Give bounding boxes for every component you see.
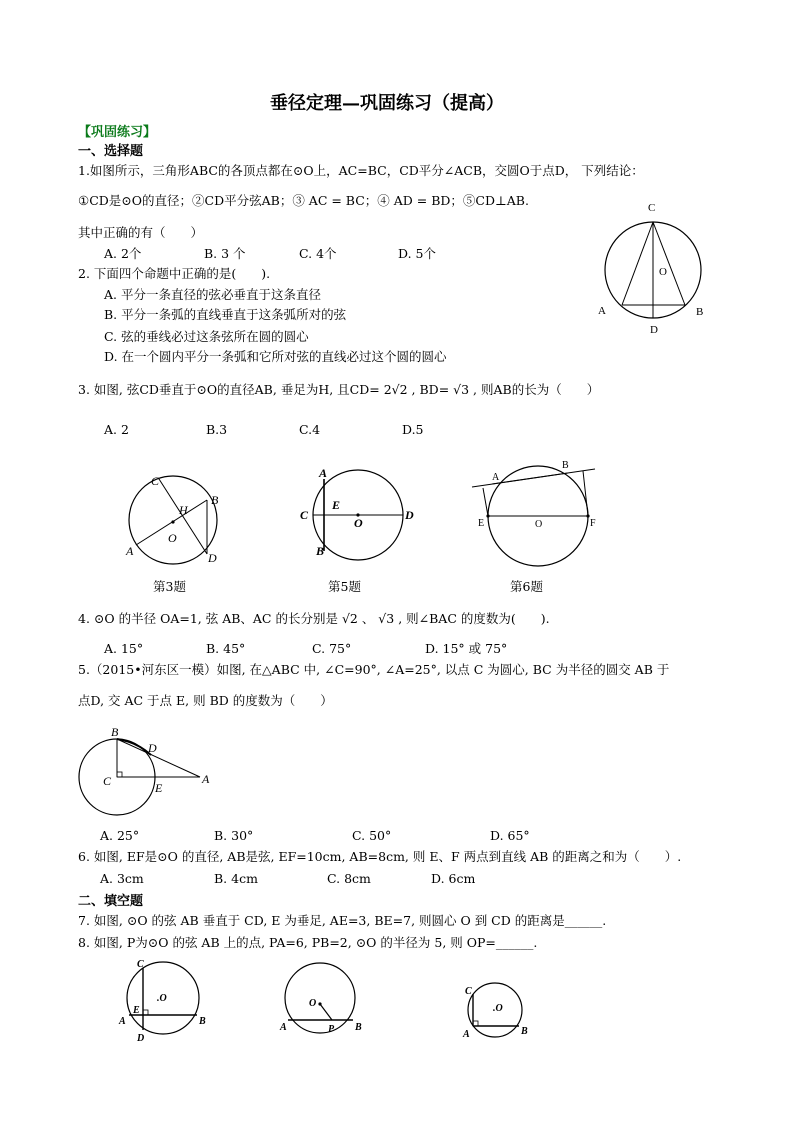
f6-perp-f: [583, 471, 588, 516]
q2-option-d: D. 在一个圆内平分一条弧和它所对弦的直线必过这个圆的圆心: [104, 349, 447, 364]
q1-label-a: A: [598, 305, 606, 317]
q1-stem: 1.如图所示，三角形ABC的各顶点都在⊙O上，AC=BC，CD平分∠ACB，交圆O于点D， 下列结论：: [78, 163, 644, 178]
p8b-right-angle: [473, 1021, 478, 1026]
f6-label-a: A: [492, 472, 500, 483]
part2-heading: 二、填空题: [78, 894, 144, 909]
p8-segment-op: [320, 1004, 332, 1020]
f6-perp-e: [483, 488, 488, 516]
f6-point-e: [486, 514, 489, 517]
q1-chord-ca: [622, 222, 653, 305]
q5-option-b: B. 30°: [214, 828, 254, 843]
q5-label-a: A: [202, 772, 210, 786]
f5-label-a: A: [319, 466, 328, 480]
figure-q5: [298, 465, 428, 570]
caption-q5: 第5题: [328, 579, 361, 594]
p8b-label-a: A: [463, 1029, 470, 1040]
f6-label-b: B: [562, 460, 569, 471]
p8-label-b: B: [355, 1022, 362, 1033]
q6-option-b: B. 4cm: [214, 871, 258, 886]
f6-chord-ab: [492, 473, 568, 484]
p7-label-e: E: [133, 1005, 140, 1016]
q5-label-d: D: [148, 741, 157, 755]
f5-label-b: B: [316, 544, 325, 558]
f6-label-e: E: [478, 518, 485, 529]
p7-label-d: D: [137, 1033, 145, 1044]
f3-label-o: O: [168, 531, 177, 545]
q6-option-c: C. 8cm: [327, 871, 371, 886]
q5-right-angle: [117, 772, 122, 777]
q3-option-d: D.5: [402, 422, 424, 437]
f5-label-o: O: [354, 516, 363, 530]
p7-label-c: C: [137, 959, 144, 970]
p8-circle: [285, 963, 355, 1033]
f6-label-o: O: [535, 519, 543, 530]
section-label: 【巩固练习】: [78, 125, 157, 140]
caption-q6: 第6题: [510, 579, 543, 594]
caption-q3: 第3题: [153, 579, 186, 594]
q4-option-b: B. 45°: [206, 641, 246, 656]
q1-conclusions: ①CD是⊙O的直径；②CD平分弦AB；③ AC = BC；④ AD = BD；⑤CD⊥AB.: [78, 193, 529, 208]
q3-option-a: A. 2: [104, 422, 129, 437]
q8-stem: 8. 如图, P为⊙O 的弦 AB 上的点, PA=6, PB=2, ⊙O 的半径为 5, 则 OP=______.: [78, 935, 538, 950]
p7-label-a: A: [119, 1016, 126, 1027]
figure-q6: [470, 458, 605, 573]
f5-label-c: C: [300, 508, 309, 522]
q1-label-o: O: [659, 266, 667, 278]
p7-right-angle: [143, 1010, 148, 1015]
q1-figure: [590, 195, 720, 345]
p8-label-a: A: [280, 1022, 287, 1033]
q3-option-c: C.4: [299, 422, 321, 437]
f3-label-b: B: [211, 493, 219, 507]
q4-option-a: A. 15°: [104, 641, 144, 656]
q1-ask: 其中正确的有（ ）: [78, 225, 204, 240]
q5-side-ab: [117, 739, 200, 777]
q1-label-b: B: [696, 306, 704, 318]
q6-option-d: D. 6cm: [431, 871, 476, 886]
f6-label-f: F: [590, 518, 596, 529]
p7-label-b: B: [199, 1016, 206, 1027]
q1-option-b: B. 3 个: [204, 246, 246, 261]
figure-q5-triangle: [75, 722, 220, 822]
q1-option-a: A. 2个: [104, 246, 142, 261]
f3-label-h: H: [179, 503, 188, 517]
f5-label-e: E: [332, 498, 341, 512]
figure-q8: [278, 962, 373, 1042]
q5-option-d: D. 65°: [490, 828, 530, 843]
q5-stem-line1: 5.（2015•河东区一模）如图, 在△ABC 中, ∠C=90°, ∠A=25°, 以点 C 为圆心, BC 为半径的圆交 AB 于: [78, 662, 670, 677]
figure-q3: [115, 470, 235, 570]
p8-center-dot: [318, 1002, 321, 1005]
q4-option-c: C. 75°: [312, 641, 352, 656]
q1-option-d: D. 5个: [398, 246, 436, 261]
q5-label-e: E: [155, 781, 163, 795]
q2-stem: 2. 下面四个命题中正确的是( ).: [78, 266, 271, 281]
part1-heading: 一、选择题: [78, 144, 144, 159]
f3-label-a: A: [126, 544, 134, 558]
q1-chord-cb: [653, 222, 685, 305]
q7-stem: 7. 如图, ⊙O 的弦 AB 垂直于 CD, E 为垂足, AE=3, BE=7, 则圆心 O 到 CD 的距离是______.: [78, 913, 607, 928]
p8-label-o: O: [309, 998, 317, 1009]
q2-option-b: B. 平分一条弧的直线垂直于这条弧所对的弦: [104, 307, 347, 322]
q1-label-d: D: [650, 324, 658, 336]
q4-stem: 4. ⊙O 的半径 OA=1, 弦 AB、AC 的长分别是 √2 、 √3 , 则∠BAC 的度数为( ).: [78, 611, 550, 626]
p8b-label-c: C: [465, 986, 472, 997]
q2-option-c: C. 弦的垂线必过这条弦所在圆的圆心: [104, 329, 309, 344]
f3-label-c: C: [151, 474, 160, 488]
q1-label-c: C: [648, 202, 656, 214]
figure-q7: [115, 958, 210, 1043]
q5-stem-line2: 点D, 交 AC 于点 E, 则 BD 的度数为（ ）: [78, 693, 333, 708]
p8b-label-b: B: [521, 1026, 528, 1037]
p7-label-o: .O: [157, 993, 167, 1004]
q2-option-a: A. 平分一条直径的弦必垂直于这条直径: [104, 287, 321, 302]
figure-q8-extra: [455, 982, 540, 1044]
f3-label-d: D: [208, 551, 217, 565]
q6-option-a: A. 3cm: [100, 871, 144, 886]
page-title: 垂径定理—巩固练习（提高）: [270, 93, 504, 114]
q6-stem: 6. 如图, EF是⊙O 的直径, AB是弦, EF=10cm, AB=8cm, 则 E、F 两点到直线 AB 的距离之和为（ ）.: [78, 849, 682, 864]
f3-circle: [129, 476, 217, 564]
q3-stem: 3. 如图, 弦CD垂直于⊙O的直径AB, 垂足为H, 且CD= 2√2 , BD= √3 , 则AB的长为（ ）: [78, 382, 600, 397]
p8b-label-o: .O: [493, 1003, 503, 1014]
f5-label-d: D: [405, 508, 414, 522]
q5-label-c: C: [103, 774, 112, 788]
q5-option-c: C. 50°: [352, 828, 392, 843]
q5-option-a: A. 25°: [100, 828, 140, 843]
p8-label-p: P: [328, 1024, 335, 1035]
q5-label-b: B: [111, 725, 119, 739]
q3-option-b: B.3: [206, 422, 228, 437]
f3-center-dot: [171, 520, 174, 523]
q4-option-d: D. 15° 或 75°: [425, 641, 508, 656]
q1-option-c: C. 4个: [299, 246, 337, 261]
